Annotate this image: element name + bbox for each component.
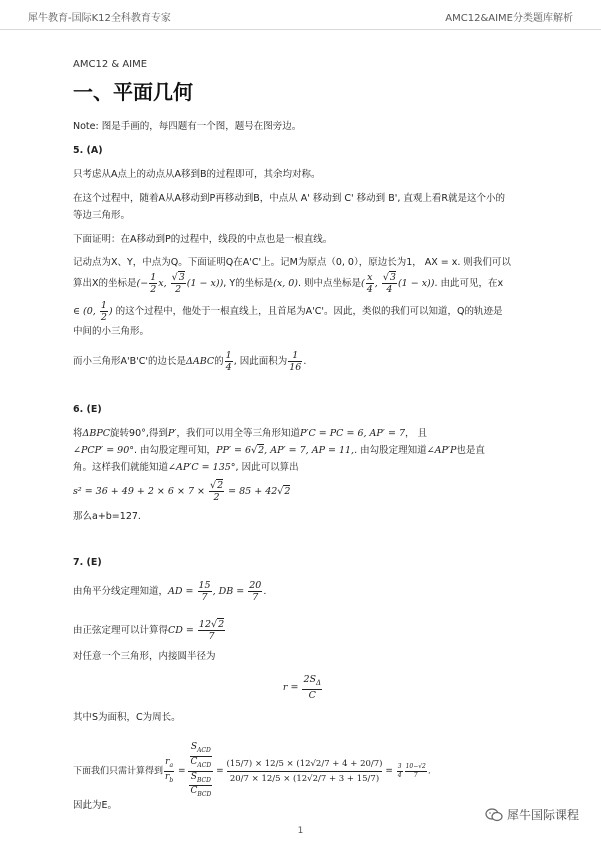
q7-paragraph-4: 其中S为面积，C为周长。 bbox=[73, 712, 181, 723]
q5-text: 的 bbox=[214, 356, 224, 367]
fraction: $\frac{√3}{2}$ bbox=[171, 272, 185, 295]
q6-text: 将 bbox=[73, 428, 83, 439]
q6-text: 也是直 bbox=[456, 445, 485, 456]
q5-text: , Y的坐标是 bbox=[223, 278, 274, 289]
q7-text: 下面我们只需计算得到 bbox=[73, 766, 164, 777]
q7-paragraph-2: 由正弦定理可以计算得CD = $\frac{12√2}{7}$ bbox=[73, 619, 225, 642]
q6-text: , 因此可以算出 bbox=[235, 462, 299, 473]
q5-paragraph-3: 下面证明：在A移动到P的过程中，线段的中点也是一根直线。 bbox=[73, 234, 333, 245]
q6-paragraph-1: 将ΔBPC旋转90°,得到P′，我们可以用全等三角形知道P′C = PC = 6, AP′ = 7， 且 bbox=[73, 428, 428, 439]
q5-paragraph-1: 只考虑从A点上的动点从A移到B的过程即可，其余均对称。 bbox=[73, 169, 321, 180]
q5-paragraph-4a: 记动点为X、Y，中点为Q。下面证明Q在A'C'上。记M为原点（0, 0），原边长为1， AX = x. 则我们可以 bbox=[73, 257, 511, 268]
q6-equation: s² = 36 + 49 + 2 × 6 × 7 × $\frac{√2}{2}$ = 85 + 42√2 bbox=[73, 480, 291, 503]
q5-text: 而小三角形A'B'C'的边长是 bbox=[73, 356, 186, 367]
header-left: 犀牛教育-国际K12全科教育专家 bbox=[28, 13, 171, 24]
question-5-label: 5. (A) bbox=[73, 145, 103, 156]
q7-inradius-formula: r = $\frac{2S_\Delta}{C}$ bbox=[282, 674, 322, 701]
nested-fraction: $\frac{\frac{S_{ACD}}{C_{ACD}}}{\frac{S_{BCD}}{C_{BCD}}}$ bbox=[190, 742, 212, 799]
fraction: $\frac{√2}{2}$ bbox=[210, 480, 224, 503]
q5-paragraph-4c: ∈ (0, $\frac{1}{2}$ ) 的这个过程中，他处于一根直线上，且首尾为A'C'。因此，类似的我们可以知道，Q的轨迹是 bbox=[73, 300, 503, 323]
q6-text: . 由勾股定理可知， bbox=[134, 445, 217, 456]
ratio-fraction: $\frac{(15/7) \times 12/5 \times (12√2/7 + 4 + 20/7)}{20/7 \times 12/5 \times (12√2/7 + 3 + 15/7)}$ bbox=[226, 758, 383, 784]
question-7-label: 7. (E) bbox=[73, 557, 102, 568]
fraction: $\frac{1}{16}$ bbox=[289, 350, 302, 373]
fraction: $\frac{2S_\Delta}{C}$ bbox=[303, 674, 322, 701]
page-number: 1 bbox=[297, 826, 304, 836]
q5-text: . 则中点坐标是 bbox=[297, 278, 362, 289]
watermark bbox=[485, 806, 579, 823]
q5-text: . 由此可见，在x bbox=[434, 278, 504, 289]
q6-paragraph-3: 角。这样我们就能知道∠AP′C = 135°, 因此可以算出 bbox=[73, 462, 299, 473]
page-title: 一、平面几何 bbox=[73, 80, 193, 104]
fraction: $\frac{20}{7}$ bbox=[249, 580, 262, 603]
fraction: $\frac{√3}{4}$ bbox=[382, 272, 396, 295]
q5-paragraph-4d: 中间的小三角形。 bbox=[73, 326, 150, 337]
q7-final: 因此为E。 bbox=[73, 800, 118, 811]
question-6-label: 6. (E) bbox=[73, 404, 102, 415]
q6-result: 那么a+b=127. bbox=[73, 511, 141, 522]
fraction: $\frac{x}{4}$ bbox=[366, 272, 373, 295]
q5-paragraph-2b: 等边三角形。 bbox=[73, 210, 131, 221]
fraction: $\frac{1}{2}$ bbox=[100, 300, 107, 323]
q7-text: 由角平分线定理知道， bbox=[73, 586, 169, 597]
fraction: $\frac{15}{7}$ bbox=[198, 580, 211, 603]
q6-text: ，我们可以用全等三角形知道 bbox=[176, 428, 300, 439]
fraction: $\frac{1}{4}$ bbox=[225, 350, 232, 373]
q7-text: 由正弦定理可以计算得 bbox=[73, 625, 169, 636]
q7-paragraph-1: 由角平分线定理知道，AD = $\frac{15}{7}$ , DB = $\frac{20}{7}$ . bbox=[73, 580, 267, 603]
fraction: $\frac{1}{2}$ bbox=[150, 272, 157, 295]
wechat-icon bbox=[485, 808, 503, 822]
header-divider bbox=[0, 29, 601, 30]
q6-text: ， 且 bbox=[404, 428, 428, 439]
q5-text: 算出X的坐标是 bbox=[73, 278, 137, 289]
q7-paragraph-5: 下面我们只需计算得到 $\frac{r_a}{r_b}$ = $\frac{\frac{S_{ACD}}{C_{ACD}}}{\frac{S_{BCD}}{C_{BCD}}}$ = $\frac{(15/7) \times 12/5 \times (12√2/7 + 4 + 20/7)}{20/7 \times 12/5 \times (12√2/7 + 3 + 15/7)}$ = $\frac{3}{4}$ $\frac{10-√2}{7}$ . bbox=[73, 742, 431, 799]
fraction: $\frac{12√2}{7}$ bbox=[198, 619, 225, 642]
q5-paragraph-2a: 在这个过程中，随着A从A移动到P再移动到B，中点从 A' 移动到 C' 移动到 B', 直观上看R就是这个小的 bbox=[73, 193, 505, 204]
note-text: Note: 图是手画的，每四题有一个图，题号在图旁边。 bbox=[73, 121, 302, 132]
watermark-text: 犀牛国际课程 bbox=[506, 808, 579, 822]
q5-text: , 因此面积为 bbox=[233, 356, 288, 367]
header-right: AMC12&AIME分类题库解析 bbox=[445, 13, 573, 24]
q5-paragraph-4b: 算出X的坐标是(− $\frac{1}{2}$ x, $\frac{√3}{2}$ (1 − x)), Y的坐标是(x, 0). 则中点坐标是( $\frac{x}{4}$ , $\frac{√3}{4}$ (1 − x)). 由此可见，在x bbox=[73, 272, 504, 295]
q5-text: 的这个过程中，他处于一根直线上，且首尾为A'C'。因此，类似的我们可以知道，Q的轨迹是 bbox=[115, 306, 503, 317]
q7-paragraph-3: 对任意一个三角形，内接圆半径为 bbox=[73, 651, 216, 662]
q6-text: . 由勾股定理知道 bbox=[354, 445, 427, 456]
q6-paragraph-2: ∠PCP′ = 90°. 由勾股定理可知，PP′ = 6√2, AP′ = 7, AP = 11,. 由勾股定理知道∠AP′P也是直 bbox=[73, 445, 485, 456]
q5-text: . bbox=[303, 356, 307, 367]
q6-text: 角。这样我们就能知道 bbox=[73, 462, 169, 473]
q5-paragraph-5: 而小三角形A'B'C'的边长是ΔABC的 $\frac{1}{4}$ , 因此面积为 $\frac{1}{16}$ . bbox=[73, 350, 307, 373]
doc-subtitle: AMC12 & AIME bbox=[73, 59, 148, 70]
fraction: $\frac{3}{4}$ bbox=[397, 762, 402, 779]
fraction: $\frac{r_a}{r_b}$ bbox=[165, 756, 174, 784]
fraction: $\frac{10-√2}{7}$ bbox=[405, 762, 426, 779]
q6-text: 旋转90°,得到 bbox=[110, 428, 168, 439]
